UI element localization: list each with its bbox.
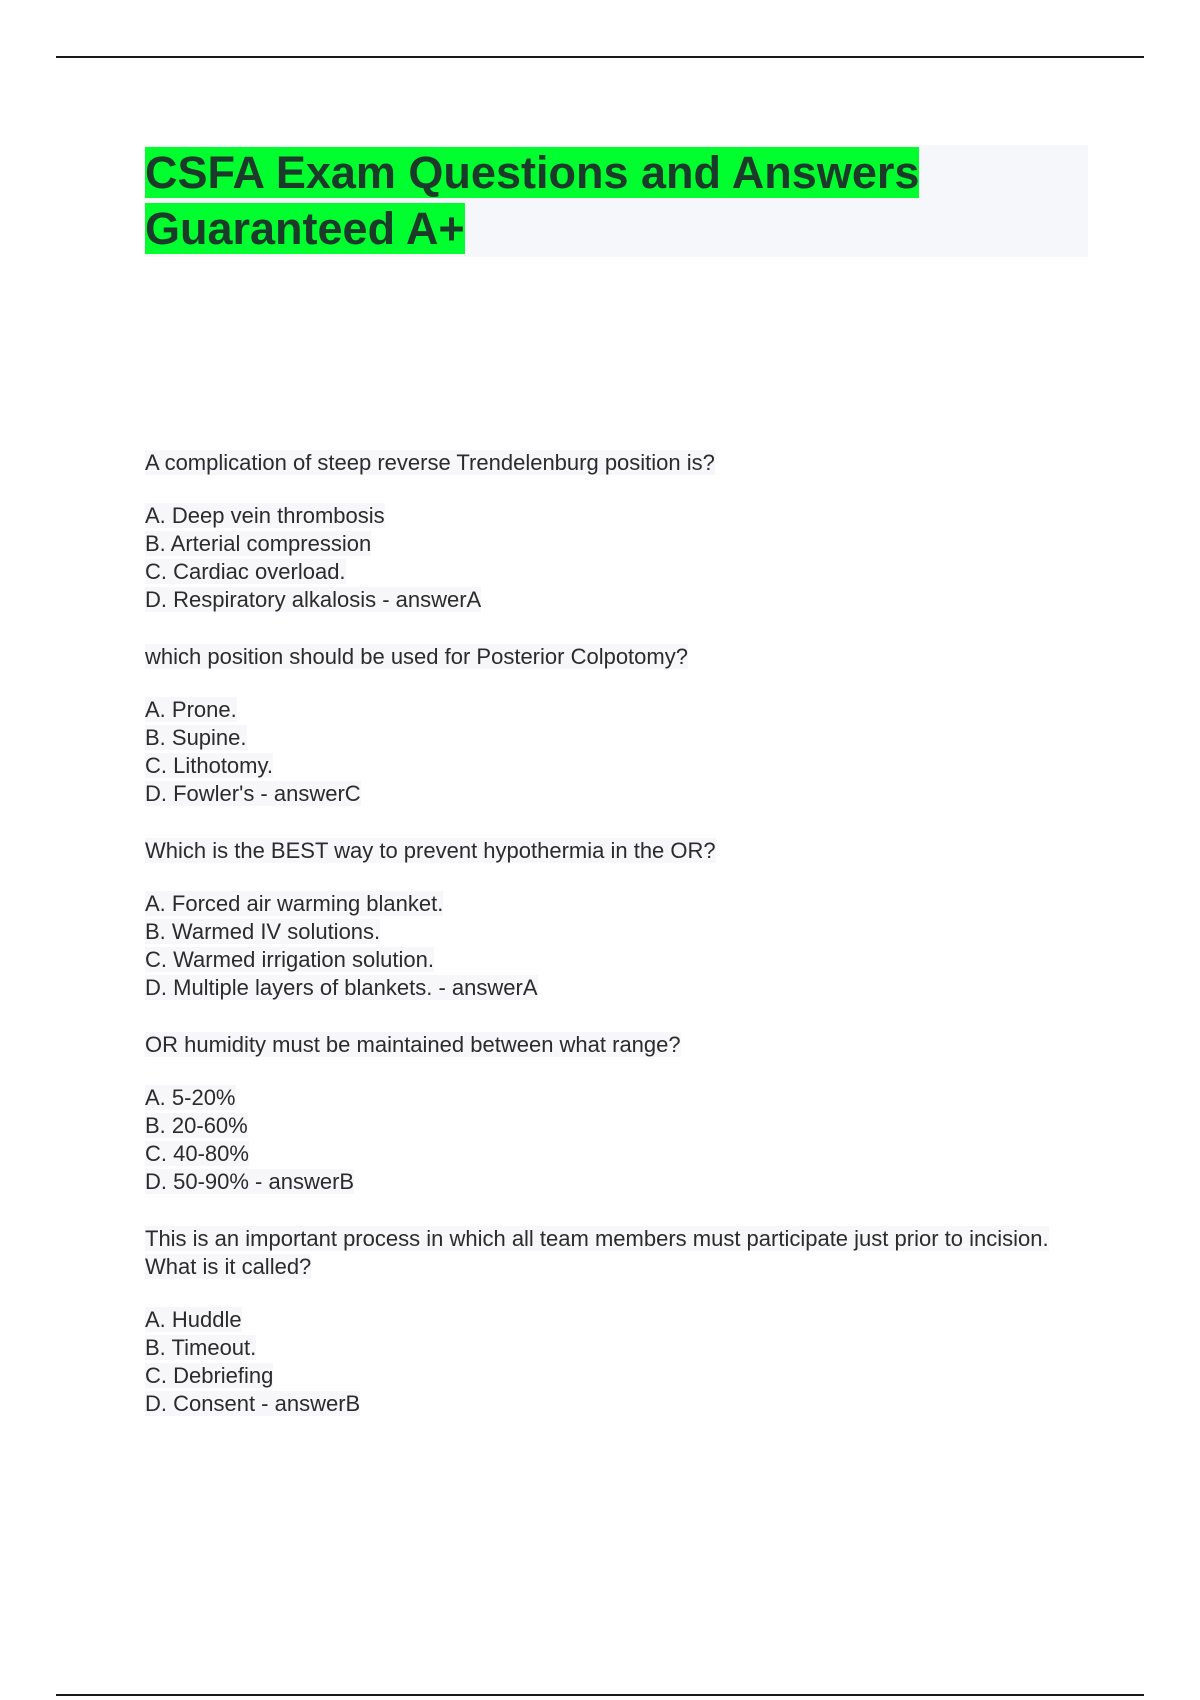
option-item: D. Fowler's - answerC — [145, 781, 361, 806]
option-item: B. 20-60% — [145, 1113, 248, 1138]
question-text: OR humidity must be maintained between what range? — [145, 1032, 681, 1057]
option-item: D. 50-90% - answerB — [145, 1169, 355, 1194]
footer-rule — [56, 1694, 1144, 1696]
question-text: which position should be used for Posterior Colpotomy? — [145, 644, 688, 669]
question-block — [145, 449, 1075, 614]
option-item: C. 40-80% — [145, 1141, 249, 1166]
document-title — [145, 145, 1088, 257]
title-line-1: CSFA Exam Questions and Answers — [145, 147, 920, 198]
option-item: A. Prone. — [145, 697, 237, 722]
option-item: B. Timeout. — [145, 1335, 257, 1360]
title-line-2: Guaranteed A+ — [145, 203, 465, 254]
options-list — [145, 1084, 1075, 1196]
header-rule — [56, 56, 1144, 58]
options-list — [145, 502, 1075, 614]
option-item: C. Cardiac overload. — [145, 559, 346, 584]
title-block — [145, 145, 1088, 257]
question-text: This is an important process in which all team members must participate just prior to incision. What is it called? — [145, 1226, 1049, 1279]
question-text: A complication of steep reverse Trendelenburg position is? — [145, 450, 715, 475]
option-item: D. Consent - answerB — [145, 1391, 361, 1416]
option-item: C. Debriefing — [145, 1363, 274, 1388]
question-block — [145, 1225, 1075, 1418]
options-list — [145, 890, 1075, 1002]
options-list — [145, 696, 1075, 808]
question-block — [145, 643, 1075, 808]
option-item: C. Warmed irrigation solution. — [145, 947, 434, 972]
question-text: Which is the BEST way to prevent hypothermia in the OR? — [145, 838, 716, 863]
questions-list — [145, 449, 1075, 1447]
question-block — [145, 837, 1075, 1002]
option-item: B. Warmed IV solutions. — [145, 919, 381, 944]
option-item: A. Deep vein thrombosis — [145, 503, 385, 528]
question-block — [145, 1031, 1075, 1196]
option-item: B. Supine. — [145, 725, 247, 750]
option-item: B. Arterial compression — [145, 531, 372, 556]
option-item: D. Multiple layers of blankets. - answerA — [145, 975, 538, 1000]
option-item: D. Respiratory alkalosis - answerA — [145, 587, 482, 612]
options-list — [145, 1306, 1075, 1418]
option-item: A. 5-20% — [145, 1085, 236, 1110]
option-item: A. Huddle — [145, 1307, 242, 1332]
option-item: C. Lithotomy. — [145, 753, 273, 778]
option-item: A. Forced air warming blanket. — [145, 891, 444, 916]
